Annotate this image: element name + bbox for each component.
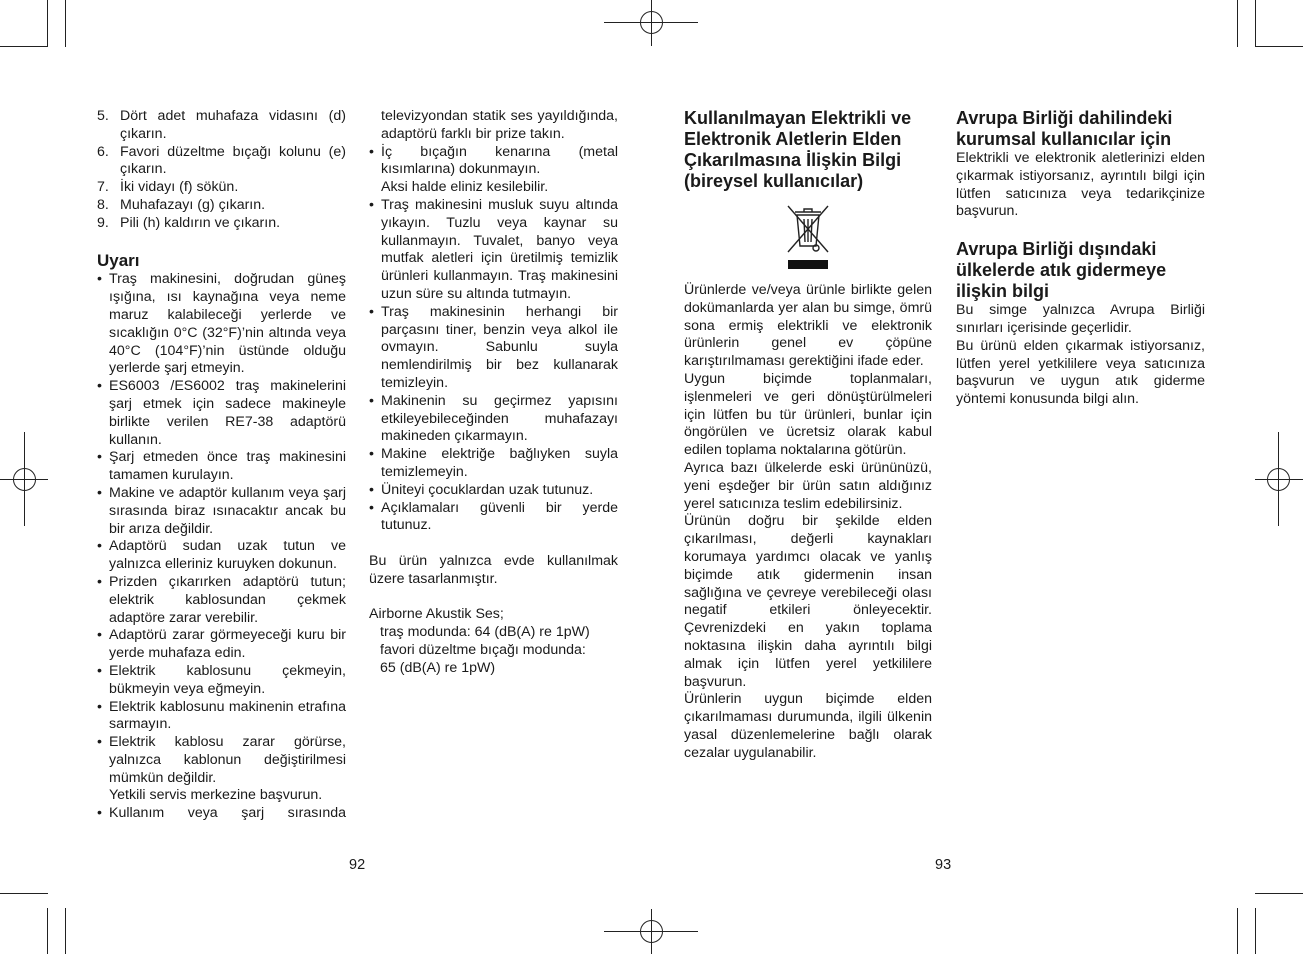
noise-line: traş modunda: 64 (dB(A) re 1pW) xyxy=(380,624,590,641)
right-page-column-1 xyxy=(684,108,932,763)
list-item: 8. Muhafazayı (g) çıkarın. xyxy=(97,196,266,213)
list-item: • Üniteyi çocuklardan uzak tutunuz. xyxy=(369,482,618,500)
list-item: • Açıklamaları güvenli bir yerde tutunuz. xyxy=(369,500,618,536)
list-item: 9. Pili (h) kaldırın ve çıkarın. xyxy=(97,214,281,231)
list-item: • Makine elektriğe bağlıyken suyla temizlemeyin. xyxy=(369,446,618,482)
list-item: • Adaptörü zarar görmeyeceği kuru bir yerde muhafaza edin. xyxy=(97,627,346,663)
list-item: 6. Favori düzeltme bıçağı kolunu (e) çıkarın. xyxy=(97,143,346,178)
eu-business-heading: Avrupa Birliği dahilindeki kurumsal kullanıcılar için xyxy=(956,108,1173,149)
injury-note: Aksi halde eliniz kesilebilir. xyxy=(381,179,549,196)
list-item: • Makine ve adaptör kullanım veya şarj sırasında biraz ısınacaktır ancak bu bir arıza değildir. xyxy=(97,485,346,538)
left-page-column-1 xyxy=(97,108,346,823)
right-page-column-2 xyxy=(956,108,1205,409)
warning-heading: Uyarı xyxy=(97,250,140,270)
list-item: • Traş makinesini, doğrudan güneş ışığına, ısı kaynağına veya neme maruz kalabileceği yerlerde ve sıcaklığın 0°C (32°F)’nin altında veya 40°C (104°F)’nin üstünde olduğu yerlerde şarj etmeyin. xyxy=(97,271,346,378)
list-item: • Elektrik kablosunu çekmeyin, bükmeyin veya eğmeyin. xyxy=(97,663,346,699)
steps-list xyxy=(97,108,346,233)
service-note: Yetkili servis merkezine başvurun. xyxy=(109,787,323,804)
continued-bullet-text: televizyondan statik ses yayıldığında, adaptörü farklı bir prize takın. xyxy=(381,108,618,142)
non-eu-paragraph: Bu ürünü elden çıkarmak istiyorsanız, lütfen yerel yetkililere veya satıcınıza başvurun ve uygun atık giderme yöntemi konusunda bilgi alın. xyxy=(956,337,1205,408)
page-number-left: 92 xyxy=(349,857,366,873)
eu-business-text: Elektrikli ve elektronik aletlerinizi elden çıkarmak istiyorsanız, ayrıntılı bilgi için lütfen satıcınıza veya tedarikçinize başvurun. xyxy=(956,150,1205,220)
list-item: • Traş makinesini musluk suyu altında yıkayın. Tuzlu veya kaynar su kullanmayın. Tuvalet, banyo veya mutfak aletleri için üretilmiş temizlik ürünleri kullanmayın. Traş makinesini uzun süre su altında tutmayın. xyxy=(369,197,618,304)
disposal-paragraph: Ayrıca bazı ülkelerde eski ürününüzü, yeni eşdeğer bir ürün satın aldığınız yerel satıcınıza teslim edebilirsiniz. xyxy=(684,459,932,512)
list-item: • Adaptörü sudan uzak tutun ve yalnızca elleriniz kuruyken dokunun. xyxy=(97,538,346,574)
list-item: • Şarj etmeden önce traş makinesini tamamen kurulayın. xyxy=(97,449,346,485)
warning-list xyxy=(97,271,346,823)
disposal-paragraph: Ürünlerde ve/veya ürünle birlikte gelen dokümanlarda yer alan bu simge, ömrü sona ermiş elektrikli ve elektronik ürünlerin genel ev çöpüne karıştırılmaması gerektiğini ifade eder. xyxy=(684,282,932,370)
list-item: • Makinenin su geçirmez yapısını etkileyebileceğinden muhafazayı makineden çıkarmayın. xyxy=(369,393,618,446)
list-item: • İç bıçağın kenarına (metal kısımlarına) dokunmayın. xyxy=(369,144,618,180)
list-item: • Prizden çıkarırken adaptörü tutun; elektrik kablosundan çekmek adaptöre zarar verebilir. xyxy=(97,574,346,627)
list-item: 7. İki vidayı (f) sökün. xyxy=(97,179,239,196)
disposal-heading: Kullanılmayan Elektrikli ve Elektronik Aletlerin Elden Çıkarılmasına İlişkin Bilgi (bireysel kullanıcılar) xyxy=(684,108,912,191)
page-number-right: 93 xyxy=(935,857,952,873)
disposal-paragraph: Uygun biçimde toplanmaları, işlenmeleri ve geri dönüştürülmeleri için lütfen bu tür ürünleri, bunlar için öngörülen ve ücretsiz olarak kabul edilen toplama noktalarına götürün. xyxy=(684,370,932,459)
home-use-note: Bu ürün yalnızca evde kullanılmak üzere tasarlanmıştır. xyxy=(369,552,618,587)
non-eu-heading: Avrupa Birliği dışındaki ülkelerde atık gidermeye ilişkin bilgi xyxy=(956,239,1167,302)
list-item: • Traş makinesinin herhangi bir parçasını tiner, benzin veya alkol ile ovmayın. Sabunlu suyla nemlendirilmiş bir bez kullanarak temizleyin. xyxy=(369,304,618,393)
list-item: • Kullanım veya şarj sırasında xyxy=(97,805,346,823)
noise-title: Airborne Akustik Ses; xyxy=(369,606,504,623)
list-item: • ES6003 /ES6002 traş makinelerini şarj etmek için sadece makineyle birlikte verilen RE7-38 adaptörü kullanın. xyxy=(97,378,346,449)
noise-line: favori düzeltme bıçağı modunda: xyxy=(380,641,586,658)
disposal-paragraph: Ürünün doğru bir şekilde elden çıkarılması, değerli kaynakları korumaya yardımcı olacak ve yanlış biçimde atık gidermenin insan sağlığına ve çevreye verebileceği olası negatif etkileri önleyecektir. Çevrenizdeki en yakın toplama noktasına ilişkin daha ayrıntılı bilgi almak için lütfen yerel yetkililere başvurun. xyxy=(684,513,932,690)
noise-line: 65 (dB(A) re 1pW) xyxy=(380,659,496,676)
list-item: 5. Dört adet muhafaza vidasını (d) çıkarın. xyxy=(97,108,346,142)
disposal-paragraph: Ürünlerin uygun biçimde elden çıkarılmaması durumunda, ilgili ülkenin yasal düzenlemelerine bağlı olarak cezalar uygulanabilir. xyxy=(684,691,932,761)
list-item: • Elektrik kablosunu makinenin etrafına sarmayın. xyxy=(97,699,346,735)
crossed-out-wheeled-bin-icon xyxy=(785,204,831,272)
left-page-column-2 xyxy=(369,108,618,678)
list-item: • Elektrik kablosu zarar görürse, yalnızca kablonun değiştirilmesi mümkün değildir. xyxy=(97,734,346,787)
non-eu-paragraph: Bu simge yalnızca Avrupa Birliği sınırları içerisinde geçerlidir. xyxy=(956,302,1205,336)
